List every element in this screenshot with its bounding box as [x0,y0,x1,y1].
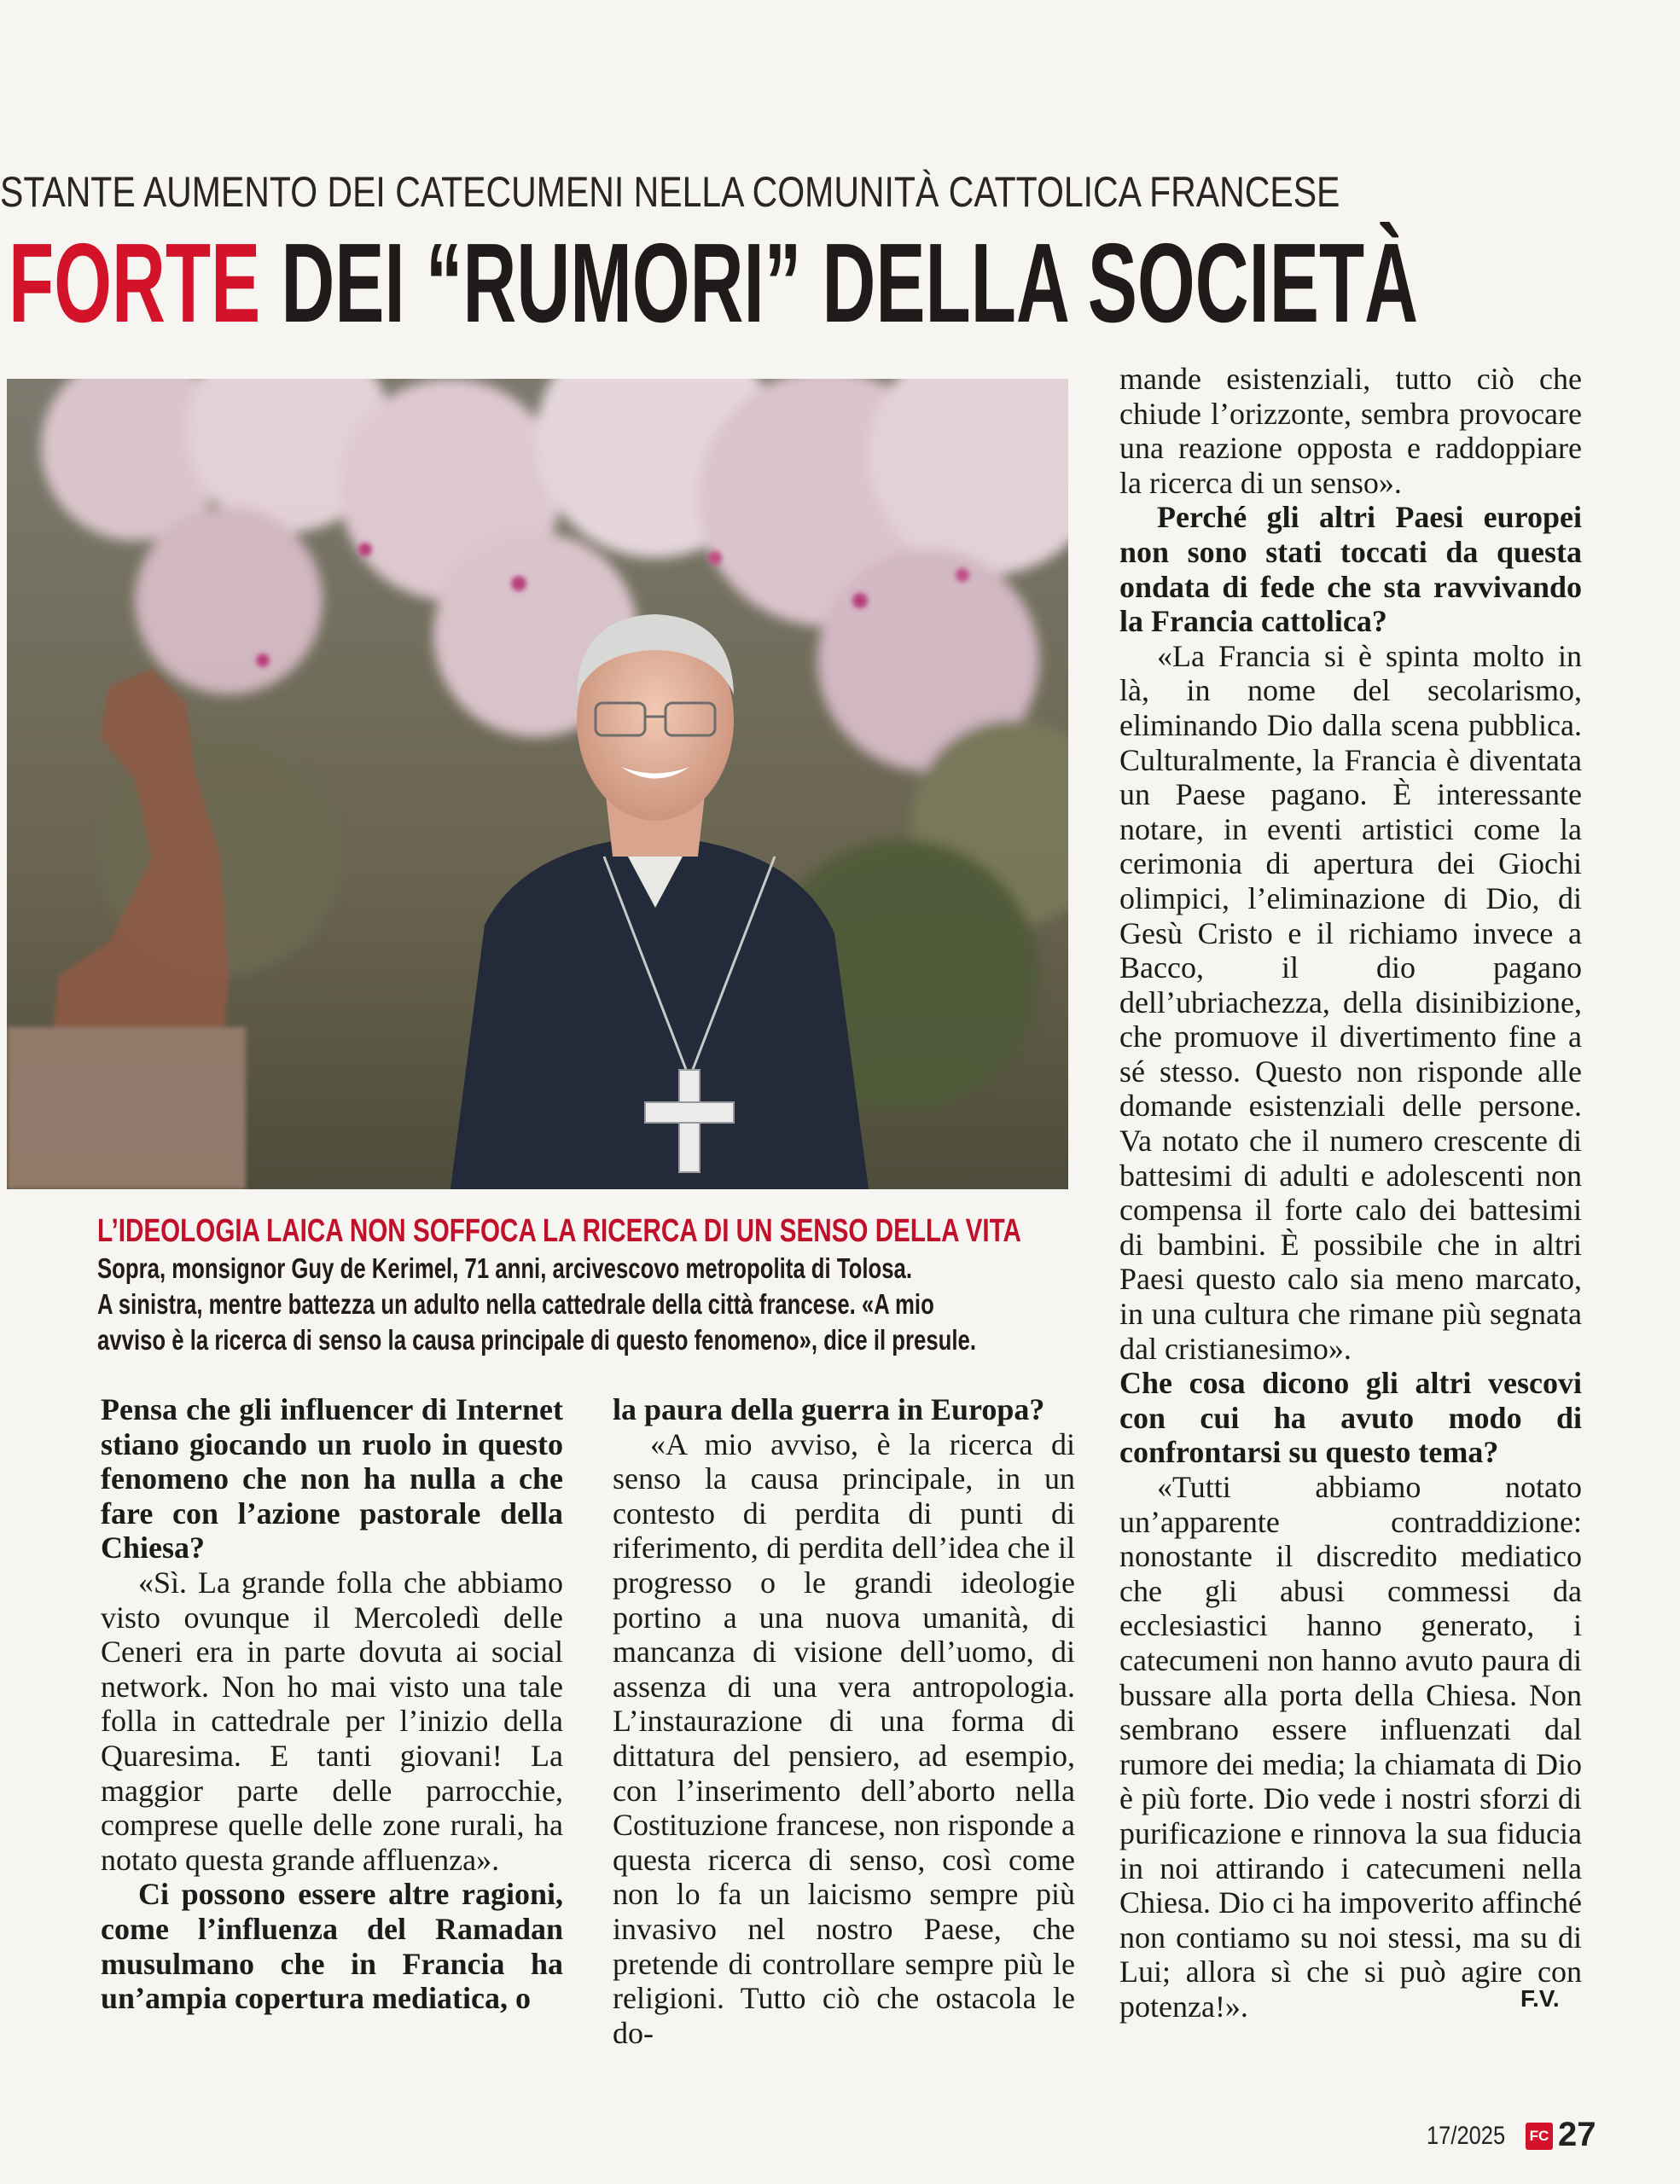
interview-question: Perché gli altri Paesi europei non sono stati toccati da questa ondata di fede che sta ravvivando la Francia cattolica? [1119,500,1582,639]
kicker: STANTE AUMENTO DEI CATECUMENI NELLA COMUNITÀ CATTOLICA FRANCESE [0,168,1340,216]
caption-line: A sinistra, mentre battezza un adulto nella cattedrale della città francese. «A mio [97,1288,934,1320]
headline-red-word: FORTE [9,220,261,346]
article-column-2 [613,1392,1075,2050]
headline [9,220,1419,346]
bishop-photo [7,379,1068,1189]
page-number: 27 [1558,2116,1596,2153]
author-signature: F.V. [1520,1985,1560,2012]
interview-answer-continued: mande esistenziali, tutto ciò che chiude l’orizzonte, sembra provocare una reazione opposta e raddoppiare la ricerca di un senso». [1119,362,1582,500]
article-column-3 [1119,362,1582,2024]
photo-illustration [7,379,1068,1189]
headline-rest: DEI “RUMORI” DELLA SOCIETÀ [260,220,1419,346]
issue-number: 17/2025 [1427,2122,1506,2150]
caption-line: Sopra, monsignor Guy de Kerimel, 71 anni, arcivescovo metropolita di Tolosa. [97,1252,913,1284]
interview-answer: «La Francia si è spinta molto in là, in nome del secolarismo, eliminando Dio dalla scena pubblica. Culturalmente, la Francia è diventata un Paese pagano. È interessante notare, in eventi artistici come la cerimonia di apertura dei Giochi olimpici, l’eliminazione di Dio, di Gesù Cristo e il richiamo invece a Bacco, il dio pagano dell’ubriachezza, della disinibizione, che promuove il divertimento fine a sé stesso. Questo non risponde alle domande esistenziali delle persone. Va notato che il numero crescente di battesimi di adulti e adolescenti non compensa il forte calo dei battesimi di bambini. È possibile che in altri Paesi questo calo sia meno marcato, in una cultura che rimane più segnata dal cristianesimo». [1119,638,1582,1366]
article-column-1 [101,1392,563,2016]
interview-answer: «A mio avviso, è la ricerca di senso la causa principale, in un contesto di perdita di punti di riferimento, di perdita dell’idea che il progresso o le grandi ideologie portino a una nuova umanità, di mancanza di visione dell’uomo, di assenza di una vera antropologia. L’instaurazione di una forma di dittatura del pensiero, ad esempio, con l’inserimento dell’aborto nella Costituzione francese, non risponde a questa ricerca di senso, così come non lo fa un laicismo sempre più invasivo nel nostro Paese, che pretende di controllare sempre più le religioni. Tutto ciò che ostacola le do- [613,1426,1075,2050]
interview-question: Ci possono essere altre ragioni, come l’influenza del Ramadan musulmano che in Francia ha un’ampia copertura mediatica, o [101,1877,563,2016]
caption-line: avviso è la ricerca di senso la causa principale di questo fenomeno», dice il presule. [97,1324,977,1356]
interview-answer: «Tutti abbiamo notato un’apparente contraddizione: nonostante il discredito mediatico che gli abusi commessi da ecclesiastici hanno generato, i catecumeni non hanno avuto paura di bussare alla porta della Chiesa. Non sembrano essere influenzati dal rumore dei media; la chiamata di Dio è più forte. Dio vede i nostri sforzi di purificazione e rinnova la sua fiducia in noi attirando i catecumeni nella Chiesa. Dio ci ha impoverito affinché non contiamo su noi stessi, ma su di Lui; allora sì che si può agire con potenza!». [1119,1470,1582,2024]
fc-logo-badge: FC [1526,2123,1553,2150]
interview-answer: «Sì. La grande folla che abbiamo visto ovunque il Mercoledì delle Ceneri era in parte dovuta ai social network. Non ho mai visto una tale folla in cattedrale per l’inizio della Quaresima. E tanti giovani! La maggior parte delle parrocchie, comprese quelle delle zone rurali, ha notato questa grande affluenza». [101,1565,563,1877]
interview-question: Che cosa dicono gli altri vescovi con cui ha avuto modo di confrontarsi su questo tema? [1119,1366,1582,1470]
caption-title: L’IDEOLOGIA LAICA NON SOFFOCA LA RICERCA DI UN SENSO DELLA VITA [97,1213,1021,1249]
interview-question: la paura della guerra in Europa? [613,1392,1045,1426]
interview-question: Pensa che gli influencer di Internet stiano giocando un ruolo in questo fenomeno che non ha nulla a che fare con l’azione pastorale della Chiesa? [101,1392,563,1565]
